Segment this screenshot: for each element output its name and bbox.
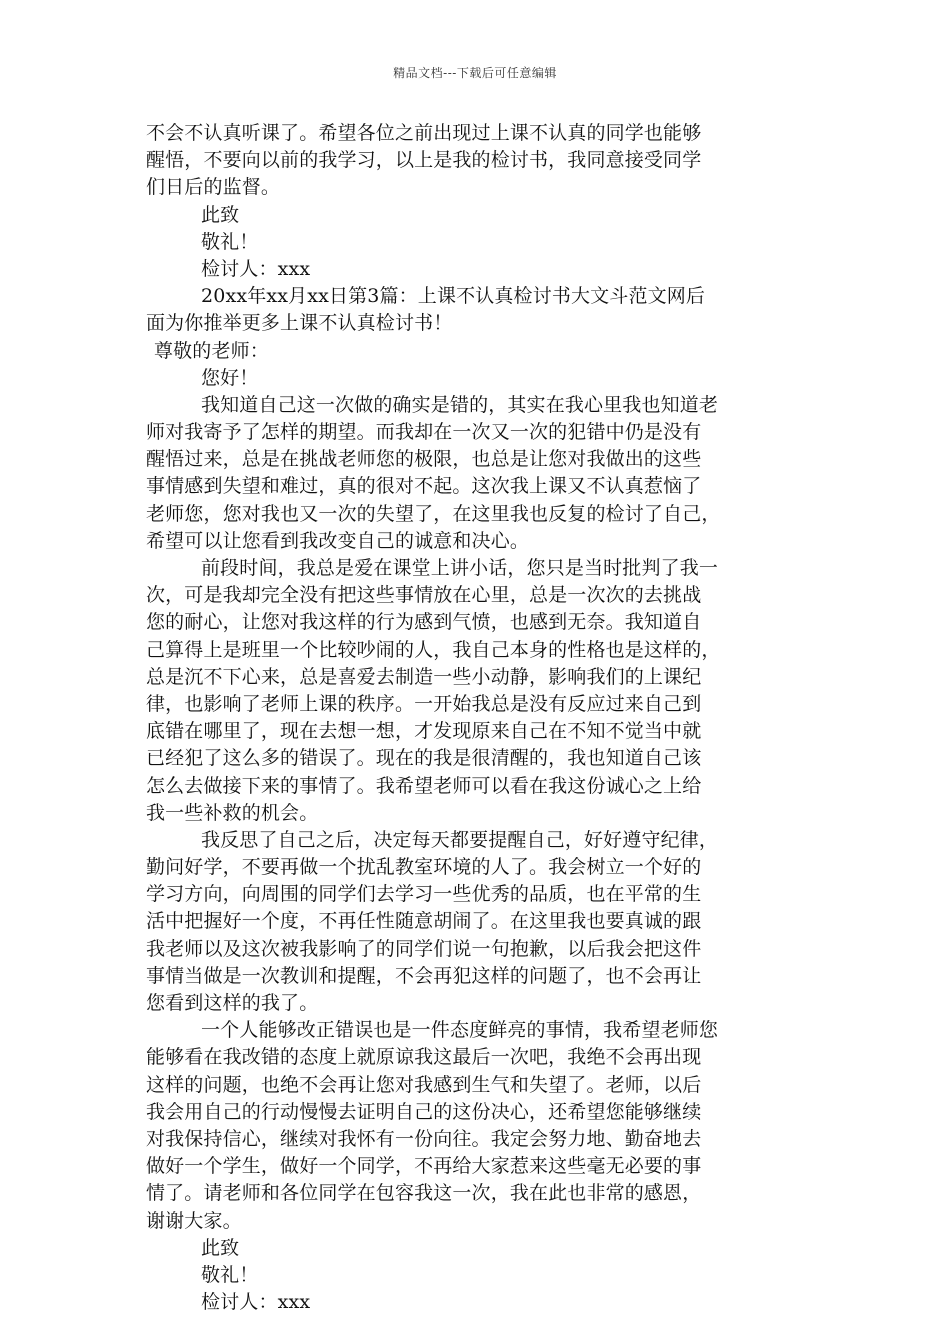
text-line: 醒悟，不要向以前的我学习，以上是我的检讨书，我同意接受同学 [146,149,702,172]
text-line: 活中把握好一个度，不再任性随意胡闹了。在这里我也要真诚的跟 [146,910,702,933]
text-line: 勤问好学，不要再做一个扰乱教室环境的人了。我会树立一个好的 [146,856,702,879]
text-line: 一个人能够改正错误也是一件态度鲜亮的事情，我希望老师您 [201,1019,719,1042]
text-line: 己算得上是班里一个比较吵闹的人，我自己本身的性格也是这样的， [146,638,721,661]
text-line: 前段时间，我总是爱在课堂上讲小话，您只是当时批判了我一 [201,557,719,579]
text-line: 此致 [201,1236,240,1259]
text-line: 老师您，您对我也又一次的失望了，在这里我也反复的检讨了自己， [146,502,721,525]
text-line: 我老师以及这次被我影响了的同学们说一句抱歉，以后我会把这件 [146,937,702,960]
text-line: 尊敬的老师： [154,339,269,362]
text-line: 事情感到失望和难过，真的很对不起。这次我上课又不认真惹恼了 [146,475,702,498]
text-line: 学习方向，向周围的同学们去学习一些优秀的品质，也在平常的生 [146,883,702,906]
text-line: 面为你推举更多上课不认真检讨书！ [146,312,453,335]
text-line: 敬礼！ [201,230,259,253]
text-line: 不会不认真听课了。希望各位之前出现过上课不认真的同学也能够 [146,122,702,144]
text-line: 醒悟过来，总是在挑战老师您的极限，也总是让您对我做出的这些 [146,448,702,471]
text-line: 希望可以让您看到我改变自己的诚意和决心。 [146,529,530,552]
text-line: 能够看在我改错的态度上就原谅我这最后一次吧，我绝不会再出现 [146,1046,702,1069]
text-line: 情了。请老师和各位同学在包容我这一次，我在此也非常的感恩， [146,1182,702,1205]
text-line: 我反思了自己之后，决定每天都要提醒自己，好好遵守纪律， [201,828,719,851]
text-line: 您好！ [201,366,259,389]
text-line: 这样的问题，也绝不会再让您对我感到生气和失望了。老师，以后 [146,1073,702,1096]
text-line: 师对我寄予了怎样的期望。而我却在一次又一次的犯错中仍是没有 [146,421,702,444]
text-line: 您看到这样的我了。 [146,992,319,1014]
text-line: 怎么去做接下来的事情了。我希望老师可以看在我这份诚心之上给 [146,774,702,797]
text-line: 事情当做是一次教训和提醒，不会再犯这样的问题了，也不会再让 [146,964,702,987]
text-line: 此致 [201,203,240,226]
text-line: 次，可是我却完全没有把这些事情放在心里，总是一次次的去挑战 [146,584,702,607]
text-line: 敬礼！ [201,1263,259,1286]
text-line: 谢谢大家。 [146,1209,242,1232]
text-line: 检讨人：xxx [201,257,311,280]
text-line: 底错在哪里了，现在去想一想，才发现原来自己在不知不觉当中就 [146,720,702,743]
page-header: 精品文档---下载后可任意编辑 [393,66,557,80]
text-line: 我一些补救的机会。 [146,801,319,824]
text-line: 们日后的监督。 [146,176,281,199]
document-body [146,120,826,1316]
text-line: 总是沉不下心来，总是喜爱去制造一些小动静，影响我们的上课纪 [146,665,702,688]
text-line: 检讨人：xxx [201,1291,311,1314]
text-line: 已经犯了这么多的错误了。现在的我是很清醒的，我也知道自己该 [146,747,702,770]
text-line: 我知道自己这一次做的确实是错的，其实在我心里我也知道老 [201,393,719,416]
text-line: 我会用自己的行动慢慢去证明自己的这份决心，还希望您能够继续 [146,1100,702,1123]
text-line: 做好一个学生，做好一个同学，不再给大家惹来这些毫无必要的事 [146,1155,702,1178]
text-line: 对我保持信心，继续对我怀有一份向往。我定会努力地、勤奋地去 [146,1127,702,1150]
text-line: 20xx年xx月xx日第3篇：上课不认真检讨书大文斗范文网后 [201,285,706,308]
text-line: 律，也影响了老师上课的秩序。一开始我总是没有反应过来自己到 [146,692,702,715]
text-line: 您的耐心，让您对我这样的行为感到气愤，也感到无奈。我知道自 [146,611,702,634]
